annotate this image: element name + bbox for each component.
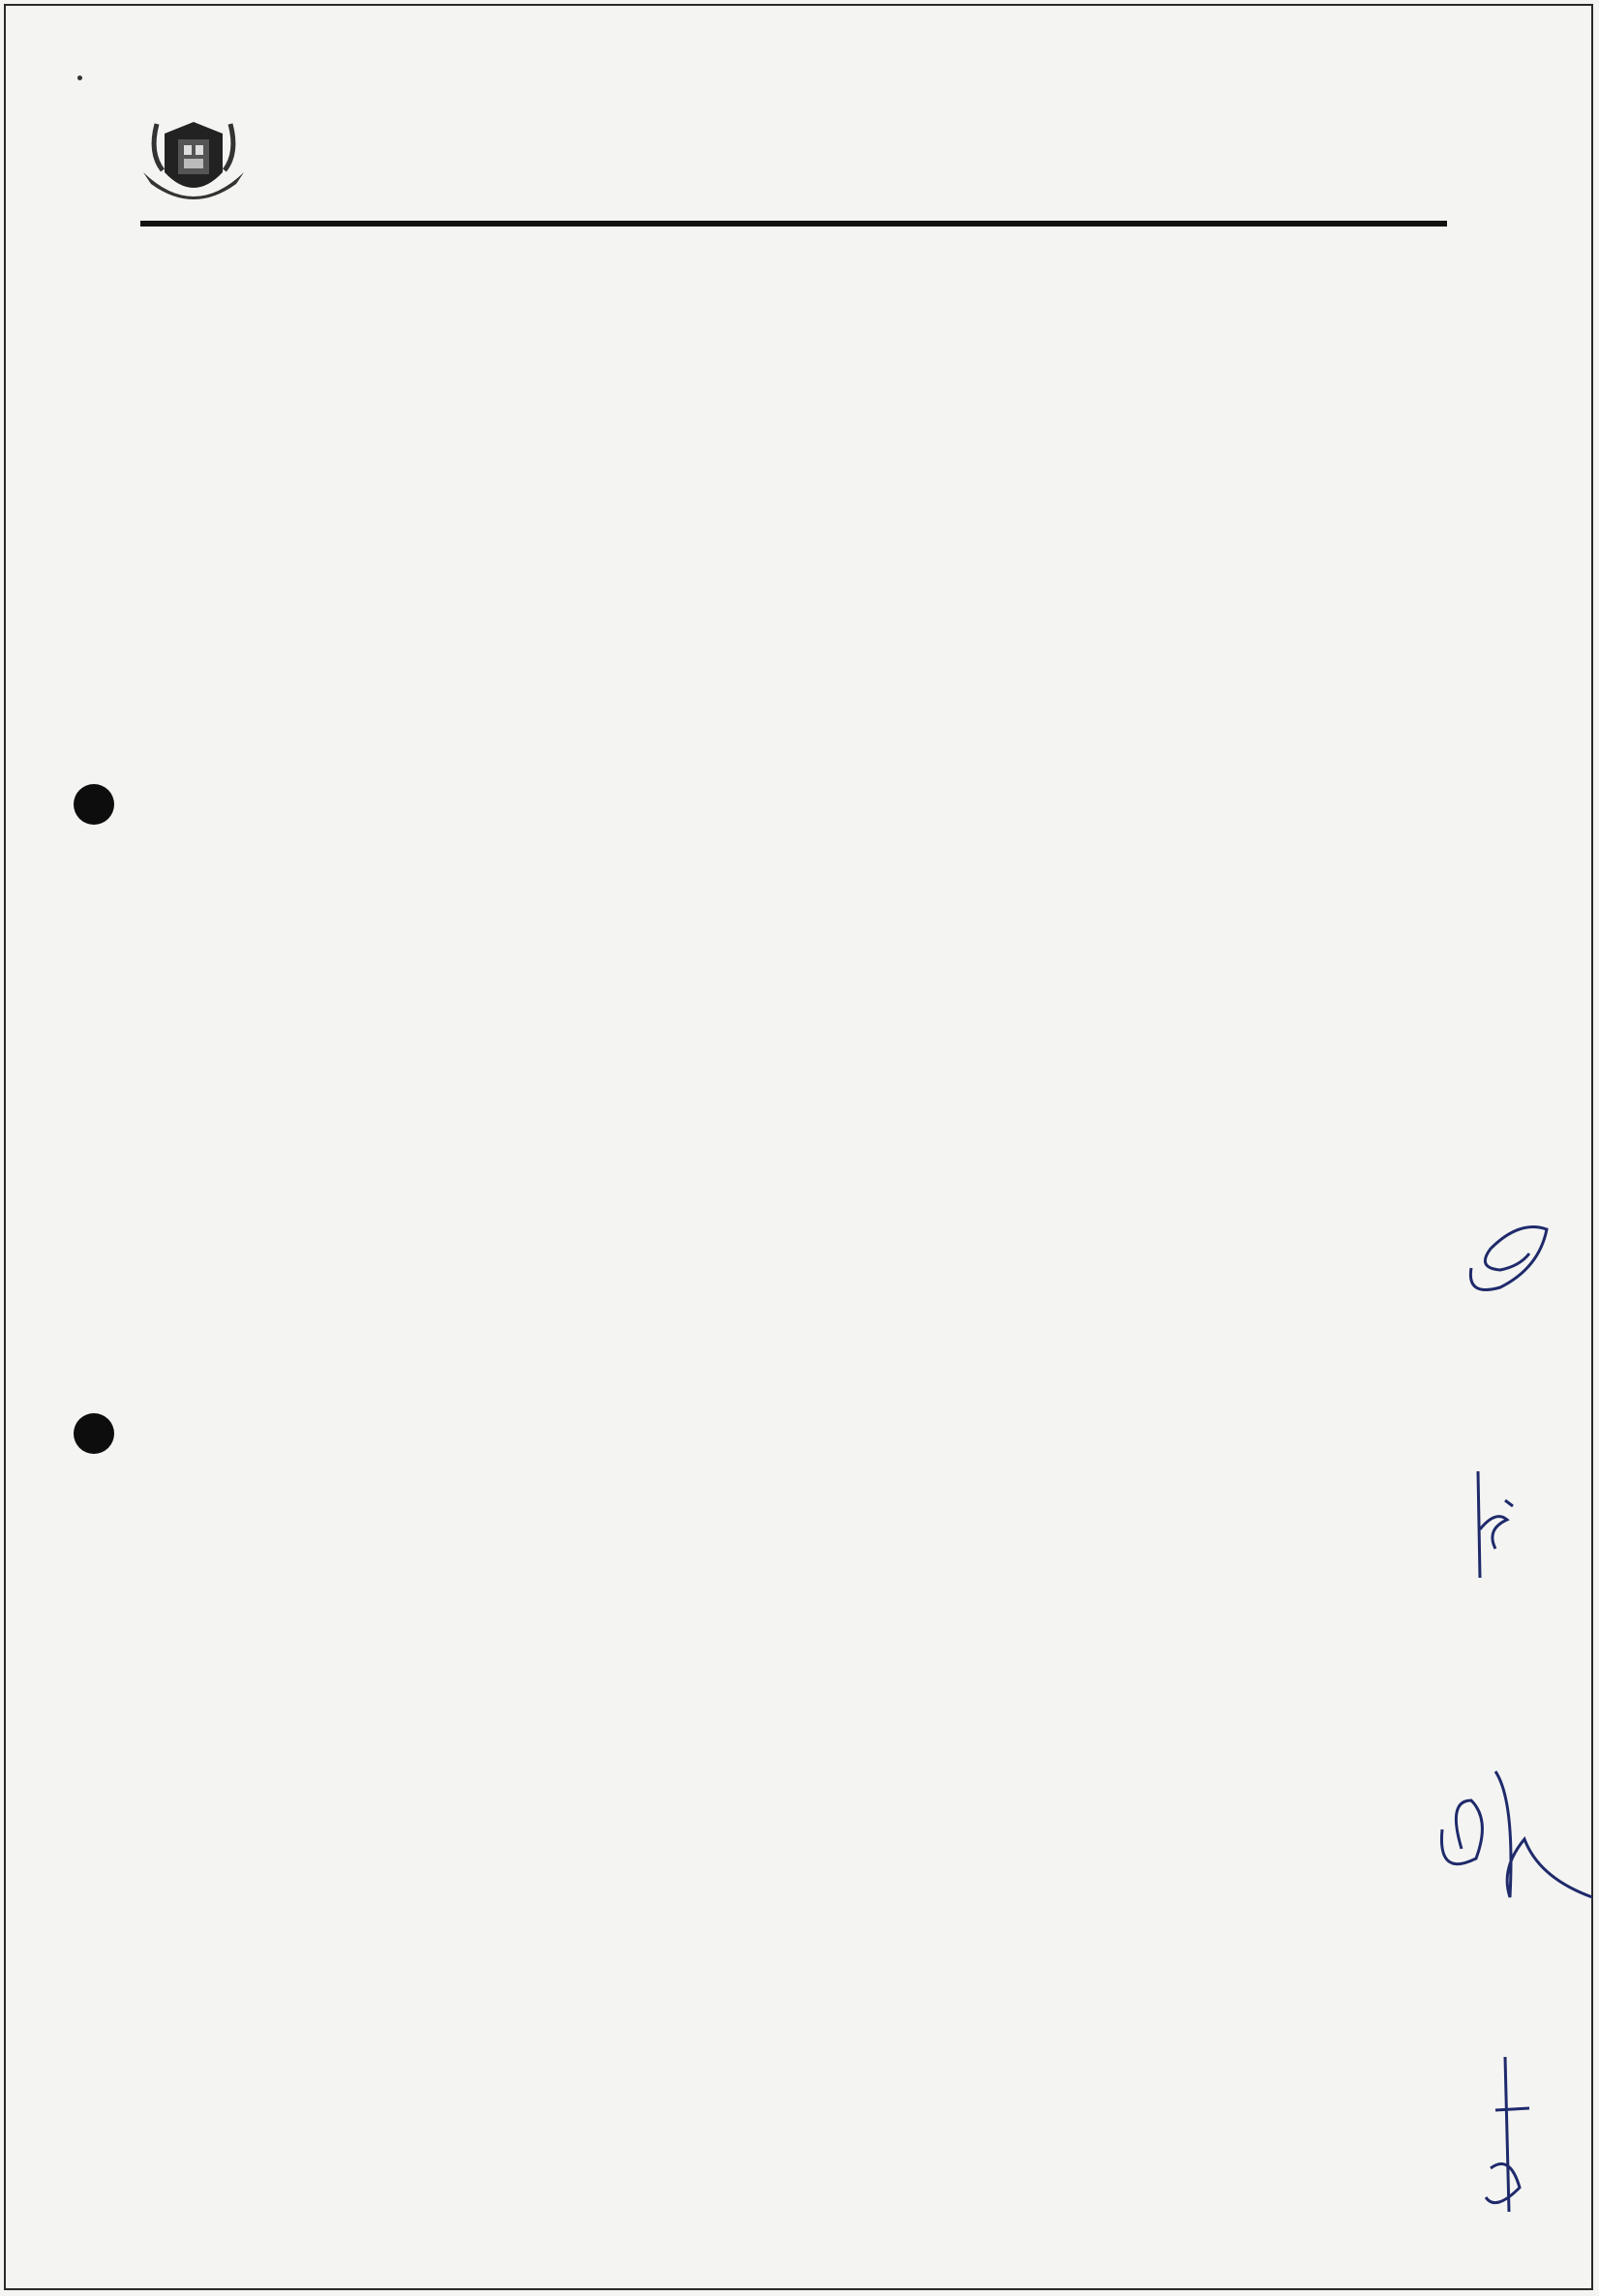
scan-speck — [77, 76, 82, 80]
signature-initials — [1466, 1462, 1520, 1587]
section-rule — [140, 221, 1447, 227]
bid-results-table — [140, 221, 1447, 227]
scan-border — [4, 4, 1593, 2290]
signature-initials — [1476, 2052, 1544, 2217]
header-state — [503, 153, 511, 182]
header-info-line — [474, 153, 579, 183]
punch-hole — [74, 1413, 114, 1454]
punch-hole — [74, 784, 114, 825]
signature-initials — [1433, 1762, 1597, 1936]
signature-initials — [1462, 1210, 1554, 1307]
header-year — [540, 153, 550, 182]
municipal-crest-icon — [136, 114, 252, 211]
